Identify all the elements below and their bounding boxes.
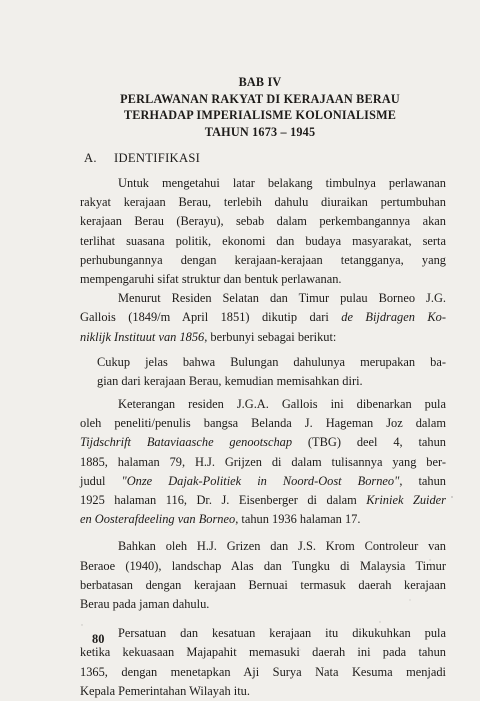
paragraph-2 [80,289,446,347]
text-line [80,328,446,347]
text-line: Persatuan dan kesatuan kerajaan itu dikukuhkan pula [118,626,446,641]
text-line: Keterangan residen J.G.A. Gallois ini dibenarkan pula [118,397,446,412]
quote-line: Cukup jelas bahwa Bulungan dahulunya merupakan ba- [97,354,446,369]
text-run: 1925 halaman 116, Dr. J. Eisenberger di dalam [80,493,367,507]
italic-citation: de Bijdragen Ko- [341,310,446,325]
text-run: , tahun 1936 halaman 17. [235,512,361,527]
paragraph-5 [80,624,446,701]
italic-citation: en Oosterafdeeling van Borneo [80,512,236,527]
chapter-title-line-3: TAHUN 1673 – 1945 [204,124,316,139]
chapter-number: BAB IV [238,75,282,89]
text-line: kerajaan Berau (Berayu), sebab dalam perkembangannya akan [80,214,446,229]
text-line: Menurut Residen Selatan dan Timur pulau Borneo J.G. [118,291,446,306]
text-line: Beraoe (1940), landschap Alas dan Tungku di Malaysia Timur [80,558,446,573]
text-line: oleh peneliti/penulis bangsa Belanda J. Hageman Joz dalam [80,416,446,431]
text-line [80,472,446,491]
text-line: Berau pada jaman dahulu. [80,596,210,611]
text-run: , tahun [399,473,446,488]
paragraph-4 [80,537,446,614]
chapter-title-line-2: TERHADAP IMPERIALISME KOLONIALISME [123,108,397,122]
page-number: 80 [92,632,105,646]
text-run: (TBG) deel 4, tahun [292,435,446,450]
text-line [80,491,446,510]
italic-citation: "Onze Dajak-Politiek in Noord-Oost Borneo" [121,473,400,488]
text-line: ketika kekuasaan Majapahit memasuki daerah ini pada tahun [80,645,446,660]
italic-citation: Kriniek Zuider [366,493,446,507]
quote-line: gian dari kerajaan Berau, kemudian memisahkan diri. [97,373,363,388]
text-run: Gallois (1849/m April 1851) dikutip dari [80,310,342,325]
body-text [80,174,446,701]
text-line: 1365, dengan menetapkan Aji Surya Nata Kesuma menjadi [80,664,446,679]
chapter-heading [60,74,460,140]
text-line: 1885, halaman 79, H.J. Grijzen di dalam tulisannya yang ber- [80,454,446,469]
section-heading [84,151,200,166]
text-line [80,308,446,327]
section-number: A. [84,151,97,165]
text-line [80,510,446,529]
text-run: , berbunyi sebagai berikut: [204,329,337,344]
text-line: Bahkan oleh H.J. Grizen dan J.S. Krom Controleur van [118,539,446,554]
paragraph-1 [80,174,446,289]
text-line [80,433,446,452]
italic-citation: niklijk Instituut van 1856 [80,329,205,344]
paragraph-3 [80,395,446,529]
text-line: mempengaruhi sifat struktur dan bentuk perlawanan. [80,271,342,286]
italic-citation: Tijdschrift Bataviaasche genootschap [80,435,293,450]
text-line: terlihat suasana politik, ekonomi dan budaya masyarakat, serta [80,233,446,248]
chapter-title-line-1: PERLAWANAN RAKYAT DI KERAJAAN BERAU [120,91,400,106]
block-quote [80,353,446,391]
text-run: judul [80,473,122,488]
text-line: Untuk mengetahui latar belakang timbulnya perlawanan [118,176,446,190]
text-line: berbatasan dengan kerajaan Bernuai termasuk daerah kerajaan [80,577,446,592]
text-line: rakyat kerajaan Berau, terlebih dahulu diuraikan pertumbuhan [80,195,446,210]
section-title: IDENTIFIKASI [114,151,201,165]
text-line: perhubungannya dengan kerajaan-kerajaan tetangganya, yang [80,252,446,267]
text-line: Kepala Pemerintahan Wilayah itu. [80,683,250,698]
